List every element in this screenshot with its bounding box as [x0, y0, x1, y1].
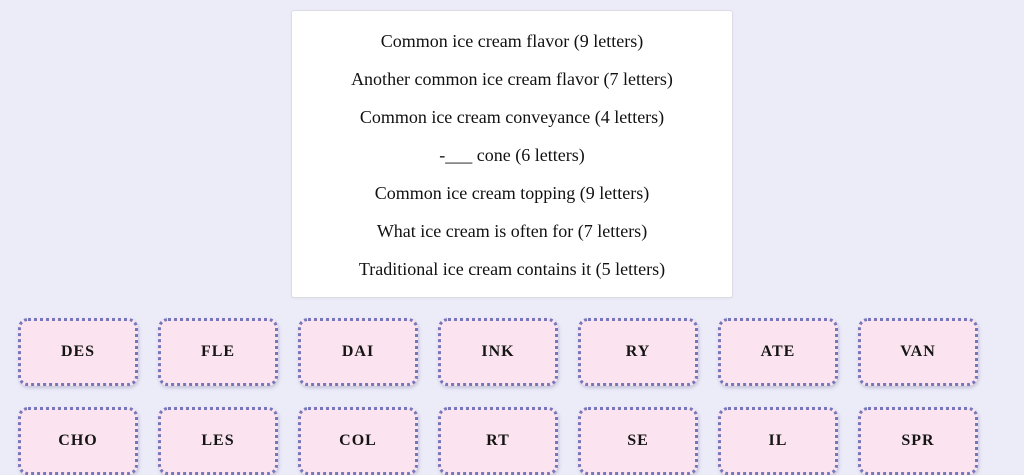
clue-line-6: What ice cream is often for (7 letters) — [376, 221, 648, 241]
tile-il[interactable]: IL — [718, 407, 838, 475]
tile-fle[interactable]: FLE — [158, 318, 278, 386]
tile-rt[interactable]: RT — [438, 407, 558, 475]
tile-ate[interactable]: ATE — [718, 318, 838, 386]
tile-des[interactable]: DES — [18, 318, 138, 386]
clue-line-4: -___ cone (6 letters) — [439, 145, 585, 165]
tile-cho[interactable]: CHO — [18, 407, 138, 475]
tile-dai[interactable]: DAI — [298, 318, 418, 386]
tile-row-2 — [18, 407, 978, 475]
tile-van[interactable]: VAN — [858, 318, 978, 386]
tile-spr[interactable]: SPR — [858, 407, 978, 475]
clue-line-2: Another common ice cream flavor (7 letters) — [351, 69, 673, 89]
clue-line-1: Common ice cream flavor (9 letters) — [380, 31, 644, 51]
tile-row-1 — [18, 318, 978, 386]
clue-line-5: Common ice cream topping (9 letters) — [374, 183, 650, 203]
tile-se[interactable]: SE — [578, 407, 698, 475]
tile-col[interactable]: COL — [298, 407, 418, 475]
tile-les[interactable]: LES — [158, 407, 278, 475]
tile-ink[interactable]: INK — [438, 318, 558, 386]
clue-line-7: Traditional ice cream contains it (5 letters) — [358, 259, 666, 279]
clue-card — [291, 10, 733, 298]
tile-ry[interactable]: RY — [578, 318, 698, 386]
clue-line-3: Common ice cream conveyance (4 letters) — [359, 107, 665, 127]
